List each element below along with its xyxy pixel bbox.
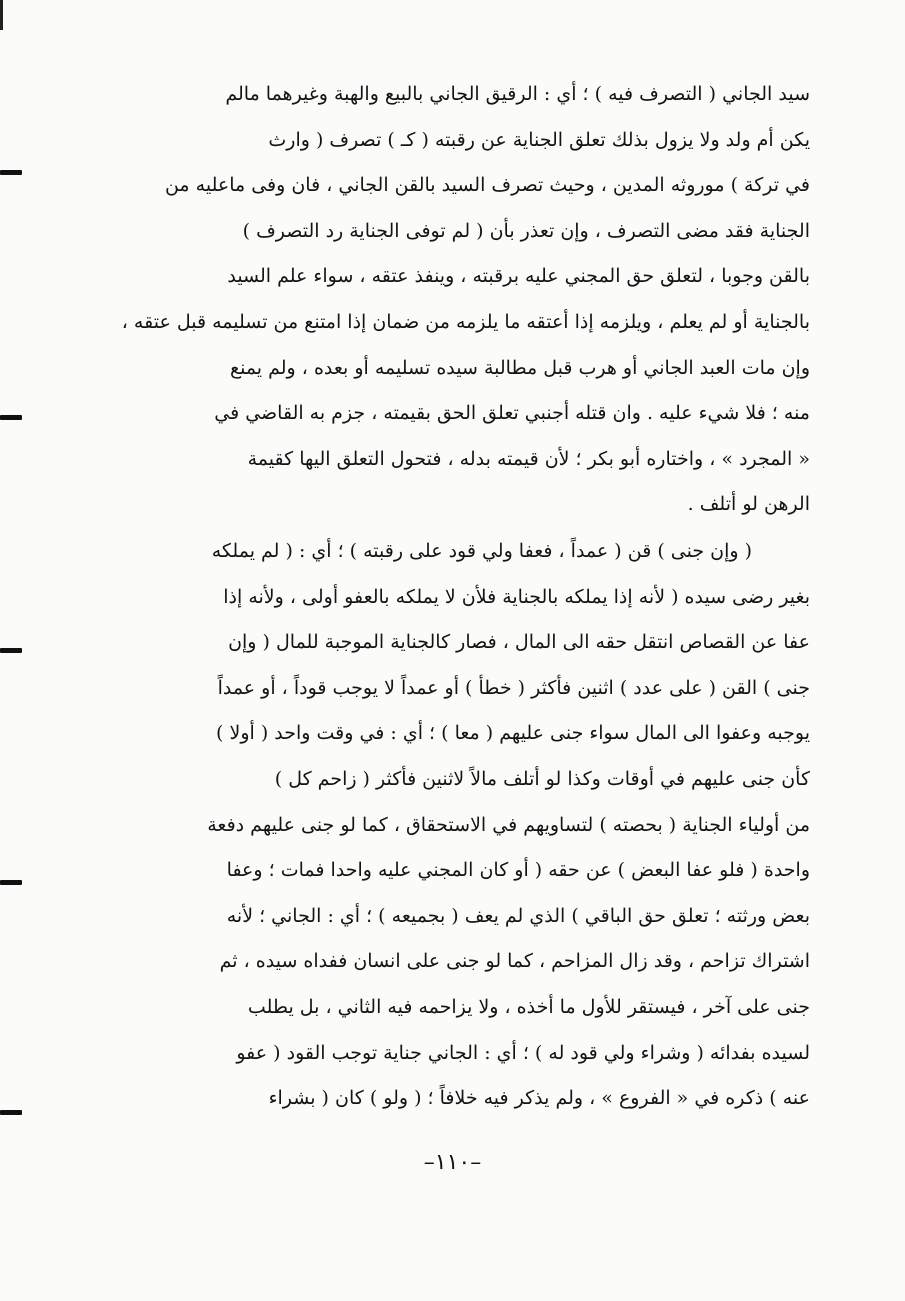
- text-line: بعض ورثته ؛ تعلق حق الباقي ) الذي لم يعف ( بجميعه ) ؛ أي : الجاني ؛ لأنه: [226, 904, 810, 927]
- text-line: بغير رضى سيده ( لأنه إذا يملكه بالجناية فلأن لا يملكه بالعفو أولى ، ولأنه إذا: [223, 585, 810, 608]
- text-line: يكن أم ولد ولا يزول بذلك تعلق الجناية عن رقبته ( كـ ) تصرف ( وارث: [268, 128, 810, 151]
- binding-edge-mark: [0, 170, 22, 175]
- text-line: بالجناية أو لم يعلم ، ويلزمه إذا أعتقه ما يلزمه من ضمان إذا امتنع من تسليمه قبل عتقه ،: [121, 310, 810, 333]
- text-line: سيد الجاني ( التصرف فيه ) ؛ أي : الرقيق الجاني بالبيع والهبة وغيرهما مالم: [225, 83, 810, 105]
- text-line: ( وإن جنى ) قن ( عمداً ، فعفا ولي قود على رقبته ) ؛ أي : ( لم يملكه: [211, 540, 752, 562]
- text-line: من أولياء الجناية ( بحصته ) لتساويهم في الاستحقاق ، كما لو جنى عليهم دفعة: [207, 813, 810, 836]
- text-line: في تركة ) موروثه المدين ، وحيث تصرف السيد بالقن الجاني ، فان وفى ماعليه من: [164, 174, 810, 197]
- text-line: الجناية فقد مضى التصرف ، وإن تعذر بأن ( لم توفى الجناية رد التصرف ): [242, 219, 810, 242]
- text-line: جنى على آخر ، فيستقر للأول ما أخذه ، ولا يزاحمه فيه الثاني ، بل يطلب: [247, 995, 810, 1018]
- text-line: عنه ) ذكره في « الفروع » ، ولم يذكر فيه خلافاً ؛ ( ولو ) كان ( بشراء: [268, 1087, 810, 1110]
- binding-edge-mark: [0, 0, 3, 30]
- text-line: منه ؛ فلا شيء عليه . وان قتله أجنبي تعلق الحق بقيمته ، جزم به القاضي في: [214, 402, 810, 425]
- text-line: لسيده بفدائه ( وشراء ولي قود له ) ؛ أي : الجاني جناية توجب القود ( عفو: [236, 1041, 810, 1064]
- text-line: بالقن وجوبا ، لتعلق حق المجني عليه برقبته ، وينفذ عتقه ، سواء علم السيد: [227, 265, 810, 288]
- binding-edge-mark: [0, 1110, 22, 1115]
- text-line: جنى ) القن ( على عدد ) اثنين فأكثر ( خطأ ) أو عمداً لا يوجب قوداً ، أو عمداً: [217, 676, 810, 699]
- text-line: اشتراك تزاحم ، وقد زال المزاحم ، كما لو جنى على انسان ففداه سيده ، ثم: [219, 950, 810, 973]
- text-line: وإن مات العبد الجاني أو هرب قبل مطالبة سيده تسليمه أو بعده ، ولم يمنع: [229, 356, 810, 379]
- text-line: « المجرد » ، واختاره أبو بكر ؛ لأن قيمته بدله ، فتحول التعلق اليها كقيمة: [247, 447, 810, 470]
- text-line: عفا عن القصاص انتقل حقه الى المال ، فصار كالجناية الموجبة للمال ( وإن: [228, 631, 810, 654]
- text-line: واحدة ( فلو عفا البعض ) عن حقه ( أو كان المجني عليه واحدا فمات ؛ وعفا: [226, 859, 810, 882]
- binding-edge-mark: [0, 880, 22, 885]
- text-line: كأن جنى عليهم في أوقات وكذا لو أتلف مالاً لاثنين فأكثر ( زاحم كل ): [274, 767, 810, 790]
- page-number: –١١٠–: [423, 1150, 482, 1175]
- paragraph-1: [110, 72, 810, 528]
- paragraph-2: [110, 529, 810, 1122]
- binding-edge-mark: [0, 415, 22, 420]
- text-line: الرهن لو أتلف .: [687, 493, 810, 516]
- text-line: يوجبه وعفوا الى المال سواء جنى عليهم ( معا ) ؛ أي : في وقت واحد ( أولا ): [216, 722, 810, 745]
- binding-edge-mark: [0, 648, 22, 653]
